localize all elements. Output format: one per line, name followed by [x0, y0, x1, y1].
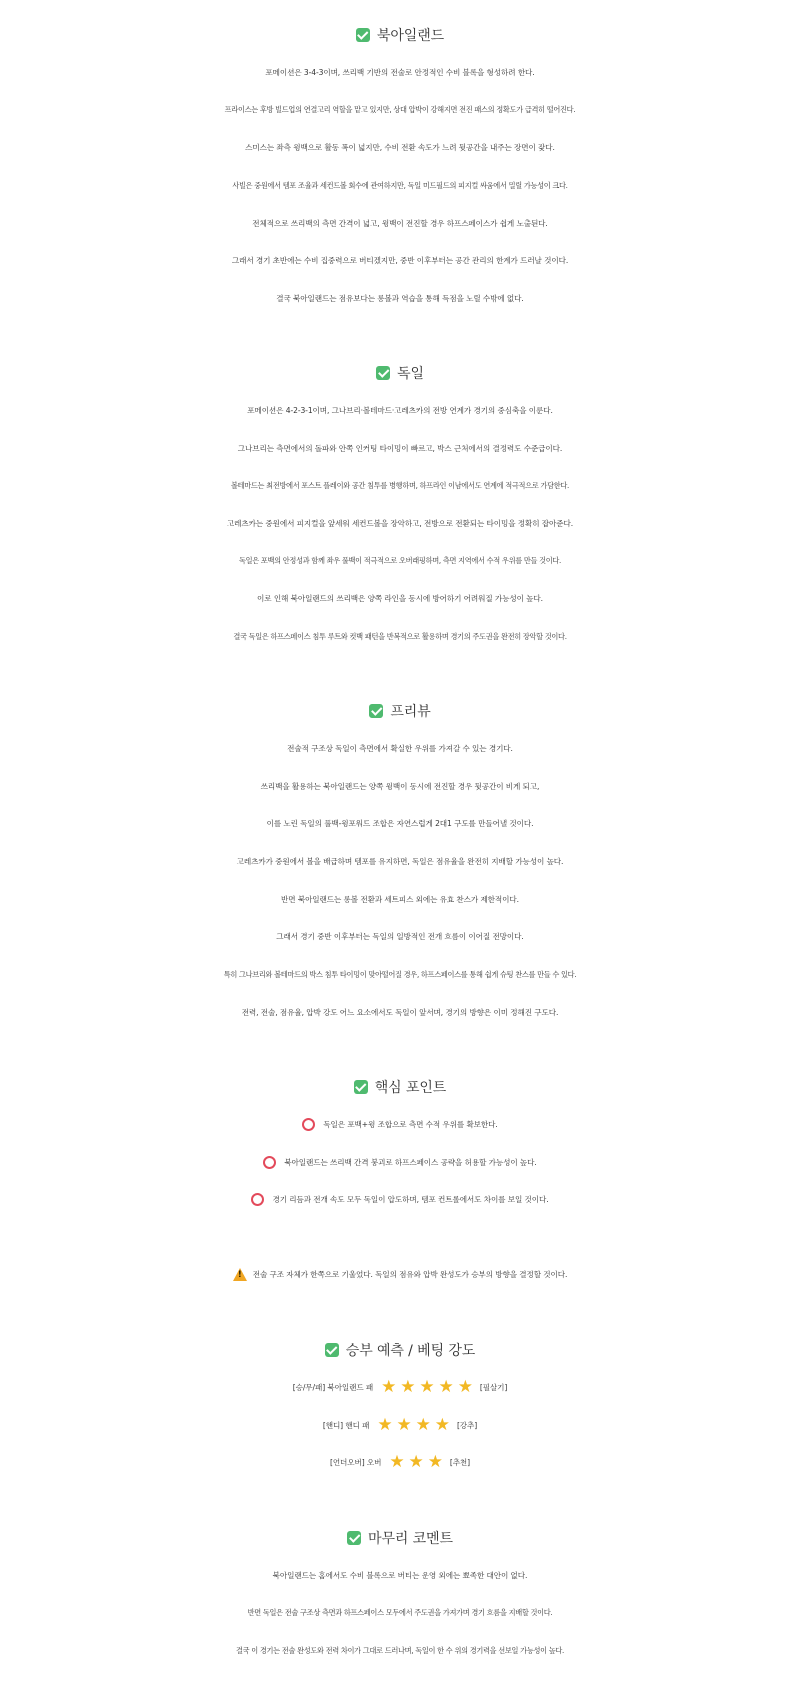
- paragraph-line: 스미스는 좌측 윙백으로 활동 폭이 넓지만, 수비 전환 속도가 느려 뒷공간을 내주는 장면이 잦다.: [245, 143, 555, 153]
- star-rating: [387, 1454, 444, 1471]
- section-heading: [0, 1068, 800, 1106]
- section-germany: [0, 354, 800, 656]
- key-point-item: [0, 1106, 800, 1144]
- key-point-text: 독일은 포백+윙 조합으로 측면 수적 우위를 확보한다.: [323, 1120, 498, 1130]
- key-point-item: [0, 1181, 800, 1219]
- star-icon: ★: [381, 1377, 397, 1398]
- star-icon: ★: [419, 1377, 435, 1398]
- section-heading: [0, 16, 800, 54]
- pick-tag: [추천]: [449, 1458, 471, 1468]
- key-point-text: 경기 리듬과 전개 속도 모두 독일이 압도하며, 템포 컨트롤에서도 차이를 보일 것이다.: [272, 1195, 549, 1205]
- paragraph-line: 전체적으로 쓰리백의 측면 간격이 넓고, 윙백이 전진할 경우 하프스페이스가 쉽게 노출된다.: [252, 218, 548, 228]
- pick-tag: [강추]: [456, 1420, 478, 1430]
- paragraph-line: 전술적 구조상 독일이 측면에서 확실한 우위를 가져갈 수 있는 경기다.: [287, 744, 513, 754]
- section-northern-ireland: [0, 16, 800, 318]
- paragraph-line: 전력, 전술, 점유율, 압박 강도 어느 요소에서도 독일이 앞서며, 경기의 방향은 이미 정해진 구도다.: [241, 1007, 559, 1017]
- section-heading: [0, 692, 800, 730]
- paragraph-line: 고레츠카는 중원에서 피지컬을 앞세워 세컨드볼을 장악하고, 전방으로 전환되는 타이밍을 정확히 잡아준다.: [226, 519, 574, 529]
- pick-label: [핸디] 핸디 패: [322, 1420, 370, 1430]
- section-prediction: [0, 1331, 800, 1482]
- paragraph-line: 반면 독일은 전술 구조상 측면과 하프스페이스 모두에서 주도권을 가져가며 경기 흐름을 지배할 것이다.: [247, 1608, 553, 1618]
- red-circle-icon: [302, 1118, 315, 1131]
- key-point-item: [0, 1143, 800, 1181]
- star-icon: ★: [434, 1414, 450, 1435]
- paragraph-line: 결국 이 경기는 전술 완성도와 전력 차이가 그대로 드러나며, 독일이 한 수 위의 경기력을 선보일 가능성이 높다.: [235, 1645, 565, 1655]
- heading-text: 프리뷰: [390, 703, 431, 720]
- paragraph-line: 결국 독일은 하프스페이스 침투 루트와 컷백 패턴을 반복적으로 활용하며 경기의 주도권을 완전히 장악할 것이다.: [233, 631, 567, 641]
- star-icon: ★: [415, 1414, 431, 1435]
- paragraph-line: 이로 인해 북아일랜드의 쓰리백은 양쪽 라인을 동시에 방어하기 어려워질 가능성이 높다.: [257, 594, 543, 604]
- section-closing-comment: [0, 1519, 800, 1670]
- heading-text: 독일: [397, 365, 424, 382]
- prediction-pick: [0, 1406, 800, 1444]
- check-mark-icon: [356, 28, 370, 42]
- check-mark-icon: [325, 1343, 339, 1357]
- pick-tag: [필살기]: [479, 1383, 508, 1393]
- warning-icon: [233, 1268, 247, 1281]
- paragraph-line: 포메이션은 4-2-3-1이며, 그나브리·볼테마드·고레츠카의 전방 연계가 경기의 중심축을 이룬다.: [247, 406, 553, 416]
- paragraph-line: 특히 그나브리와 볼테마드의 박스 침투 타이밍이 맞아떨어질 경우, 하프스페이스를 통해 쉽게 슈팅 찬스를 만들 수 있다.: [223, 969, 577, 979]
- check-mark-icon: [347, 1531, 361, 1545]
- section-preview: [0, 692, 800, 1031]
- paragraph-line: 쓰리백을 활용하는 북아일랜드는 양쪽 윙백이 동시에 전진할 경우 뒷공간이 비게 되고,: [260, 781, 540, 791]
- star-icon: ★: [396, 1414, 412, 1435]
- heading-text: 핵심 포인트: [374, 1079, 447, 1096]
- warning-line: [0, 1256, 800, 1294]
- section-heading: [0, 1331, 800, 1369]
- star-rating: [375, 1414, 452, 1435]
- paragraph-line: 결국 북아일랜드는 점유보다는 롱볼과 역습을 통해 득점을 노릴 수밖에 없다.: [276, 294, 524, 304]
- heading-text: 마무리 코멘트: [368, 1530, 453, 1547]
- pick-label: [승/무/패] 북아일랜드 패: [292, 1383, 374, 1393]
- red-circle-icon: [263, 1156, 276, 1169]
- paragraph-line: 그래서 경기 초반에는 수비 집중력으로 버티겠지만, 중반 이후부터는 공간 관리의 한계가 드러날 것이다.: [231, 256, 569, 266]
- section-warning: [0, 1256, 800, 1294]
- red-circle-icon: [251, 1193, 264, 1206]
- star-rating: [379, 1379, 475, 1396]
- paragraph-line: 사빌은 중원에서 템포 조율과 세컨드볼 회수에 관여하지만, 독일 미드필드의 피지컬 싸움에서 밀릴 가능성이 크다.: [232, 180, 568, 190]
- paragraph-line: 볼테마드는 최전방에서 포스트 플레이와 공간 침투를 병행하며, 하프라인 이남에서도 연계에 적극적으로 가담한다.: [230, 480, 570, 490]
- star-icon: ★: [427, 1452, 443, 1473]
- paragraph-line: 포메이션은 3-4-3이며, 쓰리백 기반의 전술로 안정적인 수비 블록을 형성하려 한다.: [265, 68, 535, 78]
- section-heading: [0, 1519, 800, 1557]
- paragraph-line: 그래서 경기 중반 이후부터는 독일의 일방적인 전개 흐름이 이어질 전망이다.: [276, 932, 524, 942]
- check-mark-icon: [376, 366, 390, 380]
- paragraph-line: 그나브리는 측면에서의 돌파와 안쪽 인커팅 타이밍이 빠르고, 박스 근처에서의 결정력도 수준급이다.: [237, 443, 563, 453]
- paragraph-line: 북아일랜드는 홈에서도 수비 블록으로 버티는 운영 외에는 뾰족한 대안이 없다.: [272, 1571, 528, 1581]
- pick-label: [언더오버] 오버: [329, 1458, 382, 1468]
- paragraph-line: 반면 북아일랜드는 롱볼 전환과 세트피스 외에는 유효 찬스가 제한적이다.: [281, 894, 519, 904]
- warning-text: 전술 구조 자체가 한쪽으로 기울었다. 독일의 점유와 압박 완성도가 승부의 방향을 결정할 것이다.: [252, 1270, 568, 1280]
- section-key-points: [0, 1068, 800, 1219]
- key-point-text: 북아일랜드는 쓰리백 간격 붕괴로 하프스페이스 공략을 허용할 가능성이 높다.: [284, 1157, 537, 1167]
- star-icon: ★: [389, 1452, 405, 1473]
- heading-text: 승부 예측 / 베팅 강도: [345, 1342, 476, 1359]
- check-mark-icon: [369, 704, 383, 718]
- paragraph-line: 이를 노린 독일의 풀백-윙포워드 조합은 자연스럽게 2대1 구도를 만들어낼 것이다.: [266, 819, 534, 829]
- star-icon: ★: [457, 1377, 473, 1398]
- check-mark-icon: [354, 1080, 368, 1094]
- paragraph-line: 고레츠카가 중원에서 볼을 배급하며 템포를 유지하면, 독일은 점유율을 완전히 지배할 가능성이 높다.: [236, 857, 564, 867]
- star-icon: ★: [408, 1452, 424, 1473]
- paragraph-line: 프라이스는 후방 빌드업의 연결고리 역할을 맡고 있지만, 상대 압박이 강해지면 전진 패스의 정확도가 급격히 떨어진다.: [224, 105, 576, 115]
- prediction-pick: [0, 1444, 800, 1482]
- paragraph-line: 독일은 포백의 안정성과 함께 좌우 풀백이 적극적으로 오버래핑하며, 측면 지역에서 수적 우위를 만들 것이다.: [238, 556, 562, 566]
- heading-text: 북아일랜드: [376, 27, 445, 44]
- star-icon: ★: [438, 1377, 454, 1398]
- star-icon: ★: [400, 1377, 416, 1398]
- prediction-pick: [0, 1369, 800, 1407]
- section-heading: [0, 354, 800, 392]
- star-icon: ★: [377, 1414, 393, 1435]
